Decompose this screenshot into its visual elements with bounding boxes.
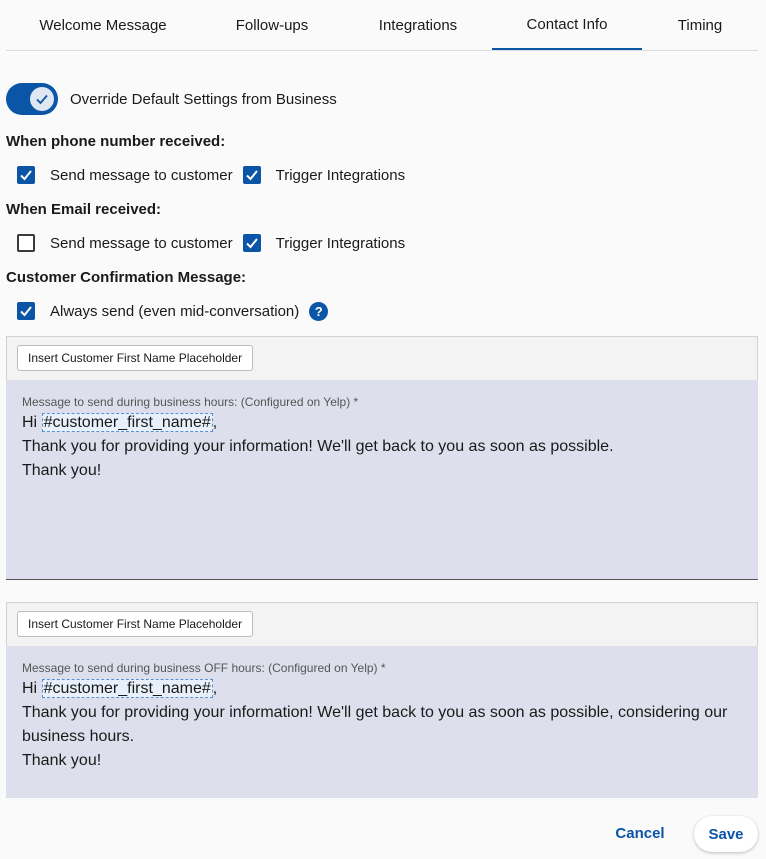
tab-integrations[interactable]: Integrations [378,16,458,34]
insert-placeholder-button[interactable]: Insert Customer First Name Placeholder [17,345,253,371]
off-hours-message-text [22,677,742,773]
phone-section-title: When phone number received: [6,133,226,150]
tab-timing[interactable]: Timing [677,16,723,34]
placeholder-token[interactable]: #customer_first_name# [43,414,211,431]
confirmation-section-title: Customer Confirmation Message: [6,269,247,286]
always-send-checkbox[interactable] [17,302,299,320]
always-send-label: Always send (even mid-conversation) [50,302,300,320]
help-icon[interactable]: ? [309,302,328,321]
greeting-suffix: , [212,680,218,697]
checkbox-checked-icon [17,166,35,184]
greeting-text: Hi [22,680,42,697]
phone-trigger-integrations-label: Trigger Integrations [275,166,406,184]
checkbox-unchecked-icon [17,234,35,252]
tab-follow-ups[interactable]: Follow-ups [235,16,309,34]
phone-options-row [17,165,405,185]
message-line-2: Thank you for providing your information! We'll get back to you as soon as possible, considering our business hours. [22,704,728,745]
phone-trigger-integrations-checkbox[interactable] [243,166,406,184]
off-hours-editor [6,602,758,798]
message-line-2: Thank you for providing your information! We'll get back to you as soon as possible. [22,438,614,455]
checkbox-checked-icon [17,302,35,320]
email-options-row [17,233,405,253]
phone-send-message-checkbox[interactable] [17,166,233,184]
message-line-3: Thank you! [22,752,102,769]
cancel-button[interactable]: Cancel [615,824,665,842]
tab-welcome-message[interactable]: Welcome Message [39,16,167,34]
message-line-3: Thank you! [22,462,102,479]
check-icon [35,92,49,106]
email-section-title: When Email received: [6,201,162,218]
checkbox-checked-icon [243,234,261,252]
editor-toolbar [6,336,758,380]
override-toggle-label: Override Default Settings from Business [70,90,337,108]
tab-bar [6,0,758,51]
email-trigger-integrations-checkbox[interactable] [243,234,406,252]
business-hours-message-text [22,411,742,483]
override-toggle-row [6,83,337,115]
business-hours-field-label: Message to send during business hours: (Configured on Yelp) * [22,395,359,409]
email-trigger-integrations-label: Trigger Integrations [275,234,406,252]
off-hours-field-label: Message to send during business OFF hours: (Configured on Yelp) * [22,661,386,675]
greeting-suffix: , [212,414,218,431]
placeholder-token[interactable]: #customer_first_name# [43,680,211,697]
email-send-message-label: Send message to customer [50,234,233,252]
checkbox-checked-icon [243,166,261,184]
business-hours-message-input[interactable] [6,380,758,580]
off-hours-message-input[interactable] [6,646,758,798]
phone-send-message-label: Send message to customer [50,166,233,184]
business-hours-editor [6,336,758,580]
confirmation-options-row [17,301,328,321]
editor-toolbar [6,602,758,646]
save-button[interactable]: Save [694,816,758,852]
greeting-text: Hi [22,414,42,431]
insert-placeholder-button[interactable]: Insert Customer First Name Placeholder [17,611,253,637]
email-send-message-checkbox[interactable] [17,234,233,252]
toggle-knob [30,87,54,111]
tab-contact-info[interactable]: Contact Info [492,0,642,50]
override-toggle[interactable] [6,83,58,115]
